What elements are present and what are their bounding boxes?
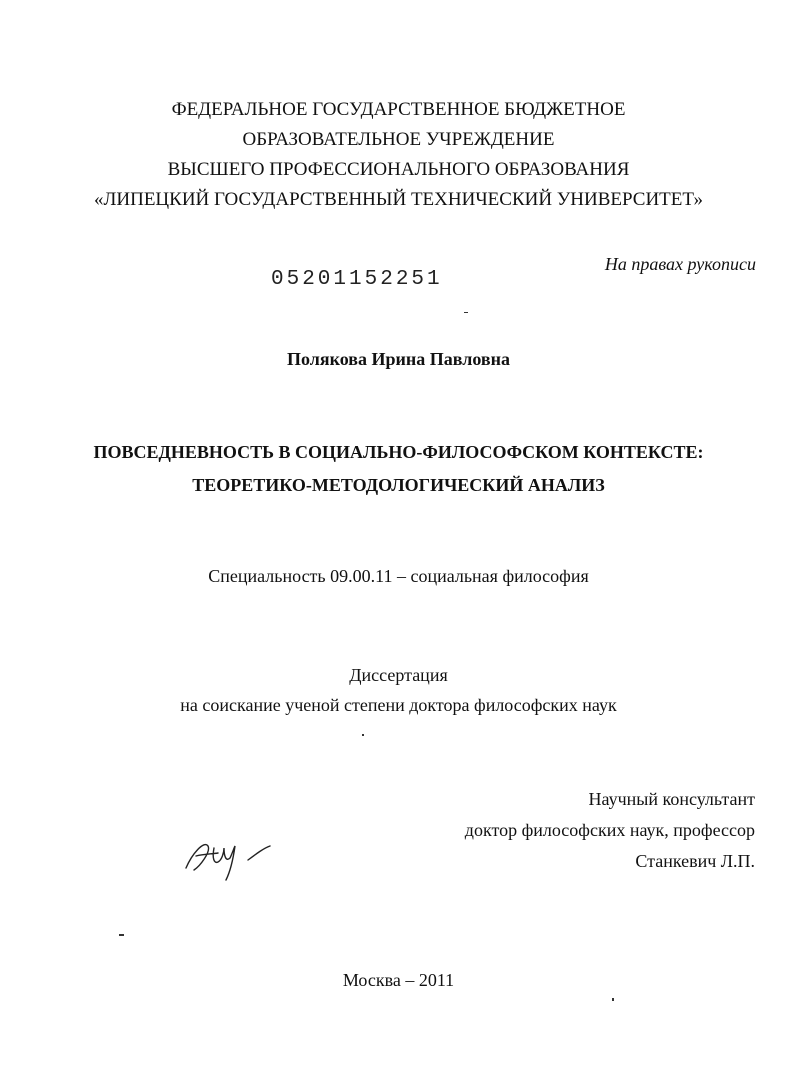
specialty: Специальность 09.00.11 – социальная философия: [208, 566, 589, 586]
dissertation-block: [0, 660, 797, 720]
scan-speck: [119, 934, 124, 936]
rights-note: На правах рукописи: [604, 254, 756, 274]
scan-speck: [612, 998, 614, 1001]
institution-line-4: «ЛИПЕЦКИЙ ГОСУДАРСТВЕННЫЙ ТЕХНИЧЕСКИЙ УНИВЕРСИТЕТ»: [93, 189, 704, 210]
dissertation-title: [0, 436, 797, 502]
title-line-2: ТЕОРЕТИКО-МЕТОДОЛОГИЧЕСКИЙ АНАЛИЗ: [192, 475, 605, 495]
city-year: Москва – 2011: [342, 970, 455, 990]
library-stamp-number: 05201152251: [271, 268, 443, 291]
scan-speck: [362, 734, 364, 736]
dissertation-label: Диссертация: [349, 665, 448, 685]
consultant-role: Научный консультант: [588, 789, 755, 809]
author-signature: [178, 826, 278, 886]
institution-line-1: ФЕДЕРАЛЬНОЕ ГОСУДАРСТВЕННОЕ БЮДЖЕТНОЕ: [171, 99, 626, 120]
consultant-rank: доктор философских наук, профессор: [464, 820, 755, 840]
institution-line-2: ОБРАЗОВАТЕЛЬНОЕ УЧРЕЖДЕНИЕ: [242, 129, 555, 150]
consultant-name: Станкевич Л.П.: [635, 851, 755, 871]
consultant-block: [465, 784, 755, 877]
degree-line: на соискание ученой степени доктора философских наук: [180, 695, 617, 715]
author-name: Полякова Ирина Павловна: [287, 349, 510, 369]
scan-speck: [464, 312, 468, 313]
title-line-1: ПОВСЕДНЕВНОСТЬ В СОЦИАЛЬНО-ФИЛОСОФСКОМ КОНТЕКСТЕ:: [93, 442, 704, 462]
institution-block: [0, 95, 797, 215]
institution-line-3: ВЫСШЕГО ПРОФЕССИОНАЛЬНОГО ОБРАЗОВАНИЯ: [167, 159, 630, 180]
